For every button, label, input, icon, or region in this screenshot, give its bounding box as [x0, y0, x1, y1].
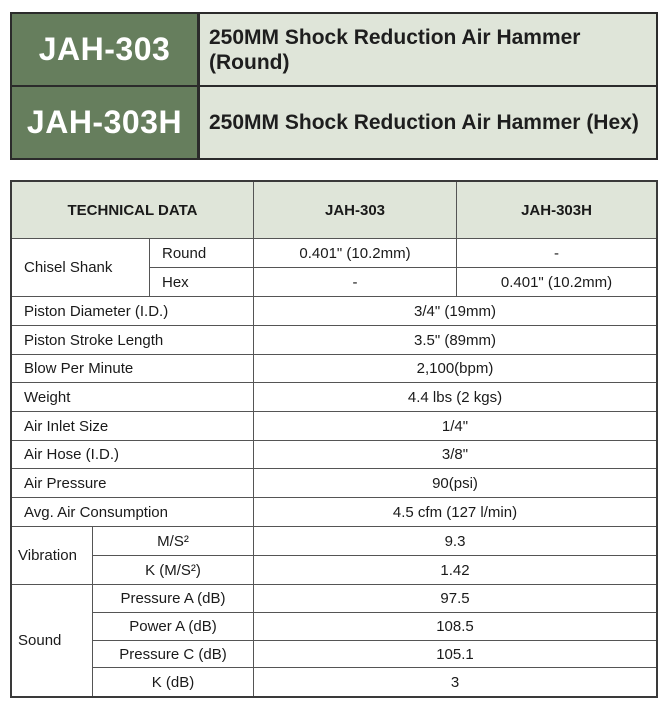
- vibration-value: 1.42: [254, 556, 656, 585]
- technical-data-table: [10, 180, 658, 698]
- spec-value: 90(psi): [254, 469, 656, 498]
- vibration-sub-label: M/S²: [93, 527, 254, 556]
- column-header-jah-303: JAH-303: [254, 182, 457, 239]
- spec-value: 3/8": [254, 441, 656, 469]
- chisel-shank-hex-jah-303: -: [254, 268, 457, 297]
- spec-value: 3.5" (89mm): [254, 326, 656, 355]
- spec-label: Avg. Air Consumption: [12, 498, 254, 527]
- spec-label: Piston Stroke Length: [12, 326, 254, 355]
- sound-value: 3: [254, 668, 656, 696]
- chisel-shank-hex-jah-303h: 0.401" (10.2mm): [457, 268, 656, 297]
- sound-value: 105.1: [254, 641, 656, 668]
- vibration-label: Vibration: [12, 527, 93, 585]
- model-description: 250MM Shock Reduction Air Hammer (Hex): [200, 87, 656, 158]
- sound-value: 108.5: [254, 613, 656, 641]
- sound-sub-label: K (dB): [93, 668, 254, 696]
- sound-label: Sound: [12, 585, 93, 696]
- chisel-shank-round-label: Round: [150, 239, 254, 268]
- model-code: JAH-303H: [12, 87, 197, 158]
- spec-label: Air Hose (I.D.): [12, 441, 254, 469]
- column-header-jah-303h: JAH-303H: [457, 182, 656, 239]
- chisel-shank-round-jah-303h: -: [457, 239, 656, 268]
- spec-label: Blow Per Minute: [12, 355, 254, 383]
- technical-data-header: TECHNICAL DATA: [12, 182, 254, 239]
- spec-label: Piston Diameter (I.D.): [12, 297, 254, 326]
- spec-label: Air Pressure: [12, 469, 254, 498]
- chisel-shank-label: Chisel Shank: [12, 239, 150, 297]
- product-row-hex: [12, 87, 656, 158]
- spec-value: 4.5 cfm (127 l/min): [254, 498, 656, 527]
- sound-value: 97.5: [254, 585, 656, 613]
- spec-label: Weight: [12, 383, 254, 412]
- spec-value: 3/4" (19mm): [254, 297, 656, 326]
- spec-value: 1/4": [254, 412, 656, 441]
- sound-sub-label: Power A (dB): [93, 613, 254, 641]
- model-description: 250MM Shock Reduction Air Hammer (Round): [200, 14, 656, 85]
- product-header: [10, 12, 658, 160]
- sound-sub-label: Pressure A (dB): [93, 585, 254, 613]
- chisel-shank-hex-label: Hex: [150, 268, 254, 297]
- product-row-round: [12, 14, 656, 85]
- model-code: JAH-303: [12, 14, 197, 85]
- vibration-value: 9.3: [254, 527, 656, 556]
- spec-value: 4.4 lbs (2 kgs): [254, 383, 656, 412]
- spec-value: 2,100(bpm): [254, 355, 656, 383]
- chisel-shank-round-jah-303: 0.401" (10.2mm): [254, 239, 457, 268]
- vibration-sub-label: K (M/S²): [93, 556, 254, 585]
- spec-label: Air Inlet Size: [12, 412, 254, 441]
- sound-sub-label: Pressure C (dB): [93, 641, 254, 668]
